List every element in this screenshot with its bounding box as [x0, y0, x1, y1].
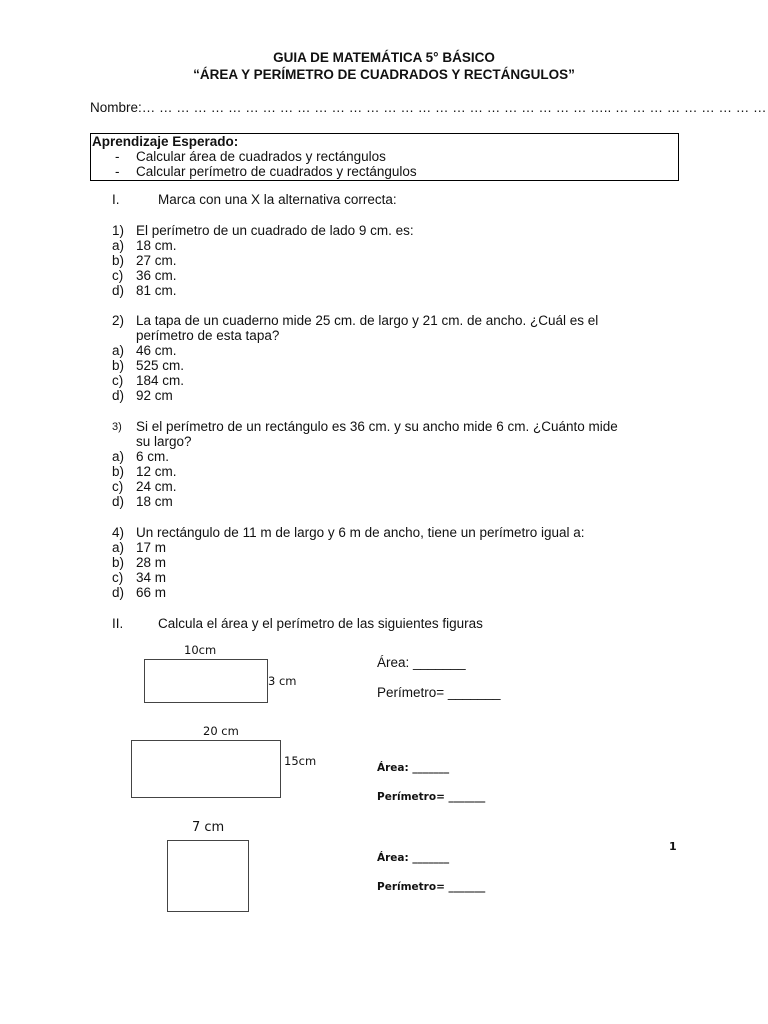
learning-item-text: Calcular perímetro de cuadrados y rectángulos	[136, 164, 417, 179]
option-text: 24 cm.	[136, 479, 177, 494]
option-text: 18 cm	[136, 494, 173, 509]
option-text: 18 cm.	[136, 238, 177, 253]
question-number: 1)	[112, 223, 125, 238]
learning-item	[115, 149, 386, 164]
section2-numeral: II.	[112, 616, 124, 631]
figure3-square	[167, 840, 249, 912]
learning-bullet: -	[115, 164, 120, 179]
option-letter: b)	[112, 253, 125, 268]
figure2-perimeter-label: Perímetro= _______	[377, 791, 486, 803]
option-letter: a)	[112, 449, 125, 464]
name-field-line: Nombre:… … … … … … … … … … … … … … … … … … … … … … … … … … ….. … … … … … … … … …	[90, 100, 767, 115]
option-letter: d)	[112, 388, 125, 403]
question-text: Si el perímetro de un rectángulo es 36 cm. y su ancho mide 6 cm. ¿Cuánto mide	[136, 419, 618, 434]
option-letter: c)	[112, 373, 124, 388]
option-text: 184 cm.	[136, 373, 185, 388]
option-text: 81 cm.	[136, 283, 177, 298]
option-text: 17 m	[136, 540, 167, 555]
question-text: La tapa de un cuaderno mide 25 cm. de largo y 21 cm. de ancho. ¿Cuál es el	[136, 313, 599, 328]
option-letter: d)	[112, 585, 125, 600]
option-letter: b)	[112, 464, 125, 479]
option-text: 46 cm.	[136, 343, 177, 358]
question-number: 4)	[112, 525, 125, 540]
option-text: 92 cm	[136, 388, 173, 403]
option-text: 34 m	[136, 570, 167, 585]
question-text: perímetro de esta tapa?	[136, 328, 280, 343]
question-number: 2)	[112, 313, 125, 328]
learning-bullet: -	[115, 149, 120, 164]
section2-instruction: Calcula el área y el perímetro de las siguientes figuras	[158, 616, 483, 631]
option-letter: c)	[112, 570, 124, 585]
question-text: El perímetro de un cuadrado de lado 9 cm. es:	[136, 223, 414, 238]
figure3-area-label: Área: _______	[377, 852, 450, 864]
question-text: Un rectángulo de 11 m de largo y 6 m de ancho, tiene un perímetro igual a:	[136, 525, 585, 540]
option-letter: b)	[112, 555, 125, 570]
option-letter: d)	[112, 494, 125, 509]
learning-item-text: Calcular área de cuadrados y rectángulos	[136, 149, 386, 164]
option-text: 12 cm.	[136, 464, 177, 479]
figure1-area-label: Área: _______	[377, 655, 466, 670]
option-letter: b)	[112, 358, 125, 373]
question-number: 3)	[112, 421, 122, 433]
section1-instruction: Marca con una X la alternativa correcta:	[158, 192, 397, 207]
option-letter: a)	[112, 343, 125, 358]
option-letter: a)	[112, 540, 125, 555]
section1-numeral: I.	[112, 192, 120, 207]
option-letter: c)	[112, 479, 124, 494]
figure1-top-label: 10cm	[184, 643, 217, 657]
option-text: 36 cm.	[136, 268, 177, 283]
figure2-side-label: 15cm	[284, 754, 317, 768]
learning-objectives-box	[90, 133, 679, 181]
learning-heading: Aprendizaje Esperado:	[92, 134, 239, 149]
page-number: 1	[669, 840, 677, 853]
figure2-top-label: 20 cm	[203, 724, 239, 738]
option-text: 6 cm.	[136, 449, 170, 464]
figure1-perimeter-label: Perímetro= _______	[377, 685, 501, 700]
question-text: su largo?	[136, 434, 192, 449]
figure3-perimeter-label: Perímetro= _______	[377, 881, 486, 893]
option-letter: a)	[112, 238, 125, 253]
figure1-rectangle	[144, 659, 268, 703]
page-title-line1: GUIA DE MATEMÁTICA 5° BÁSICO	[273, 50, 495, 65]
figure2-rectangle	[131, 740, 281, 798]
option-letter: d)	[112, 283, 125, 298]
figure3-top-label: 7 cm	[192, 820, 225, 835]
option-text: 66 m	[136, 585, 167, 600]
option-text: 27 cm.	[136, 253, 177, 268]
option-text: 28 m	[136, 555, 167, 570]
page-title-line2: “ÁREA Y PERÍMETRO DE CUADRADOS Y RECTÁNGULOS”	[193, 67, 575, 82]
figure2-area-label: Área: _______	[377, 762, 450, 774]
option-text: 525 cm.	[136, 358, 185, 373]
figure1-side-label: 3 cm	[268, 674, 297, 688]
learning-item	[115, 164, 417, 179]
option-letter: c)	[112, 268, 124, 283]
